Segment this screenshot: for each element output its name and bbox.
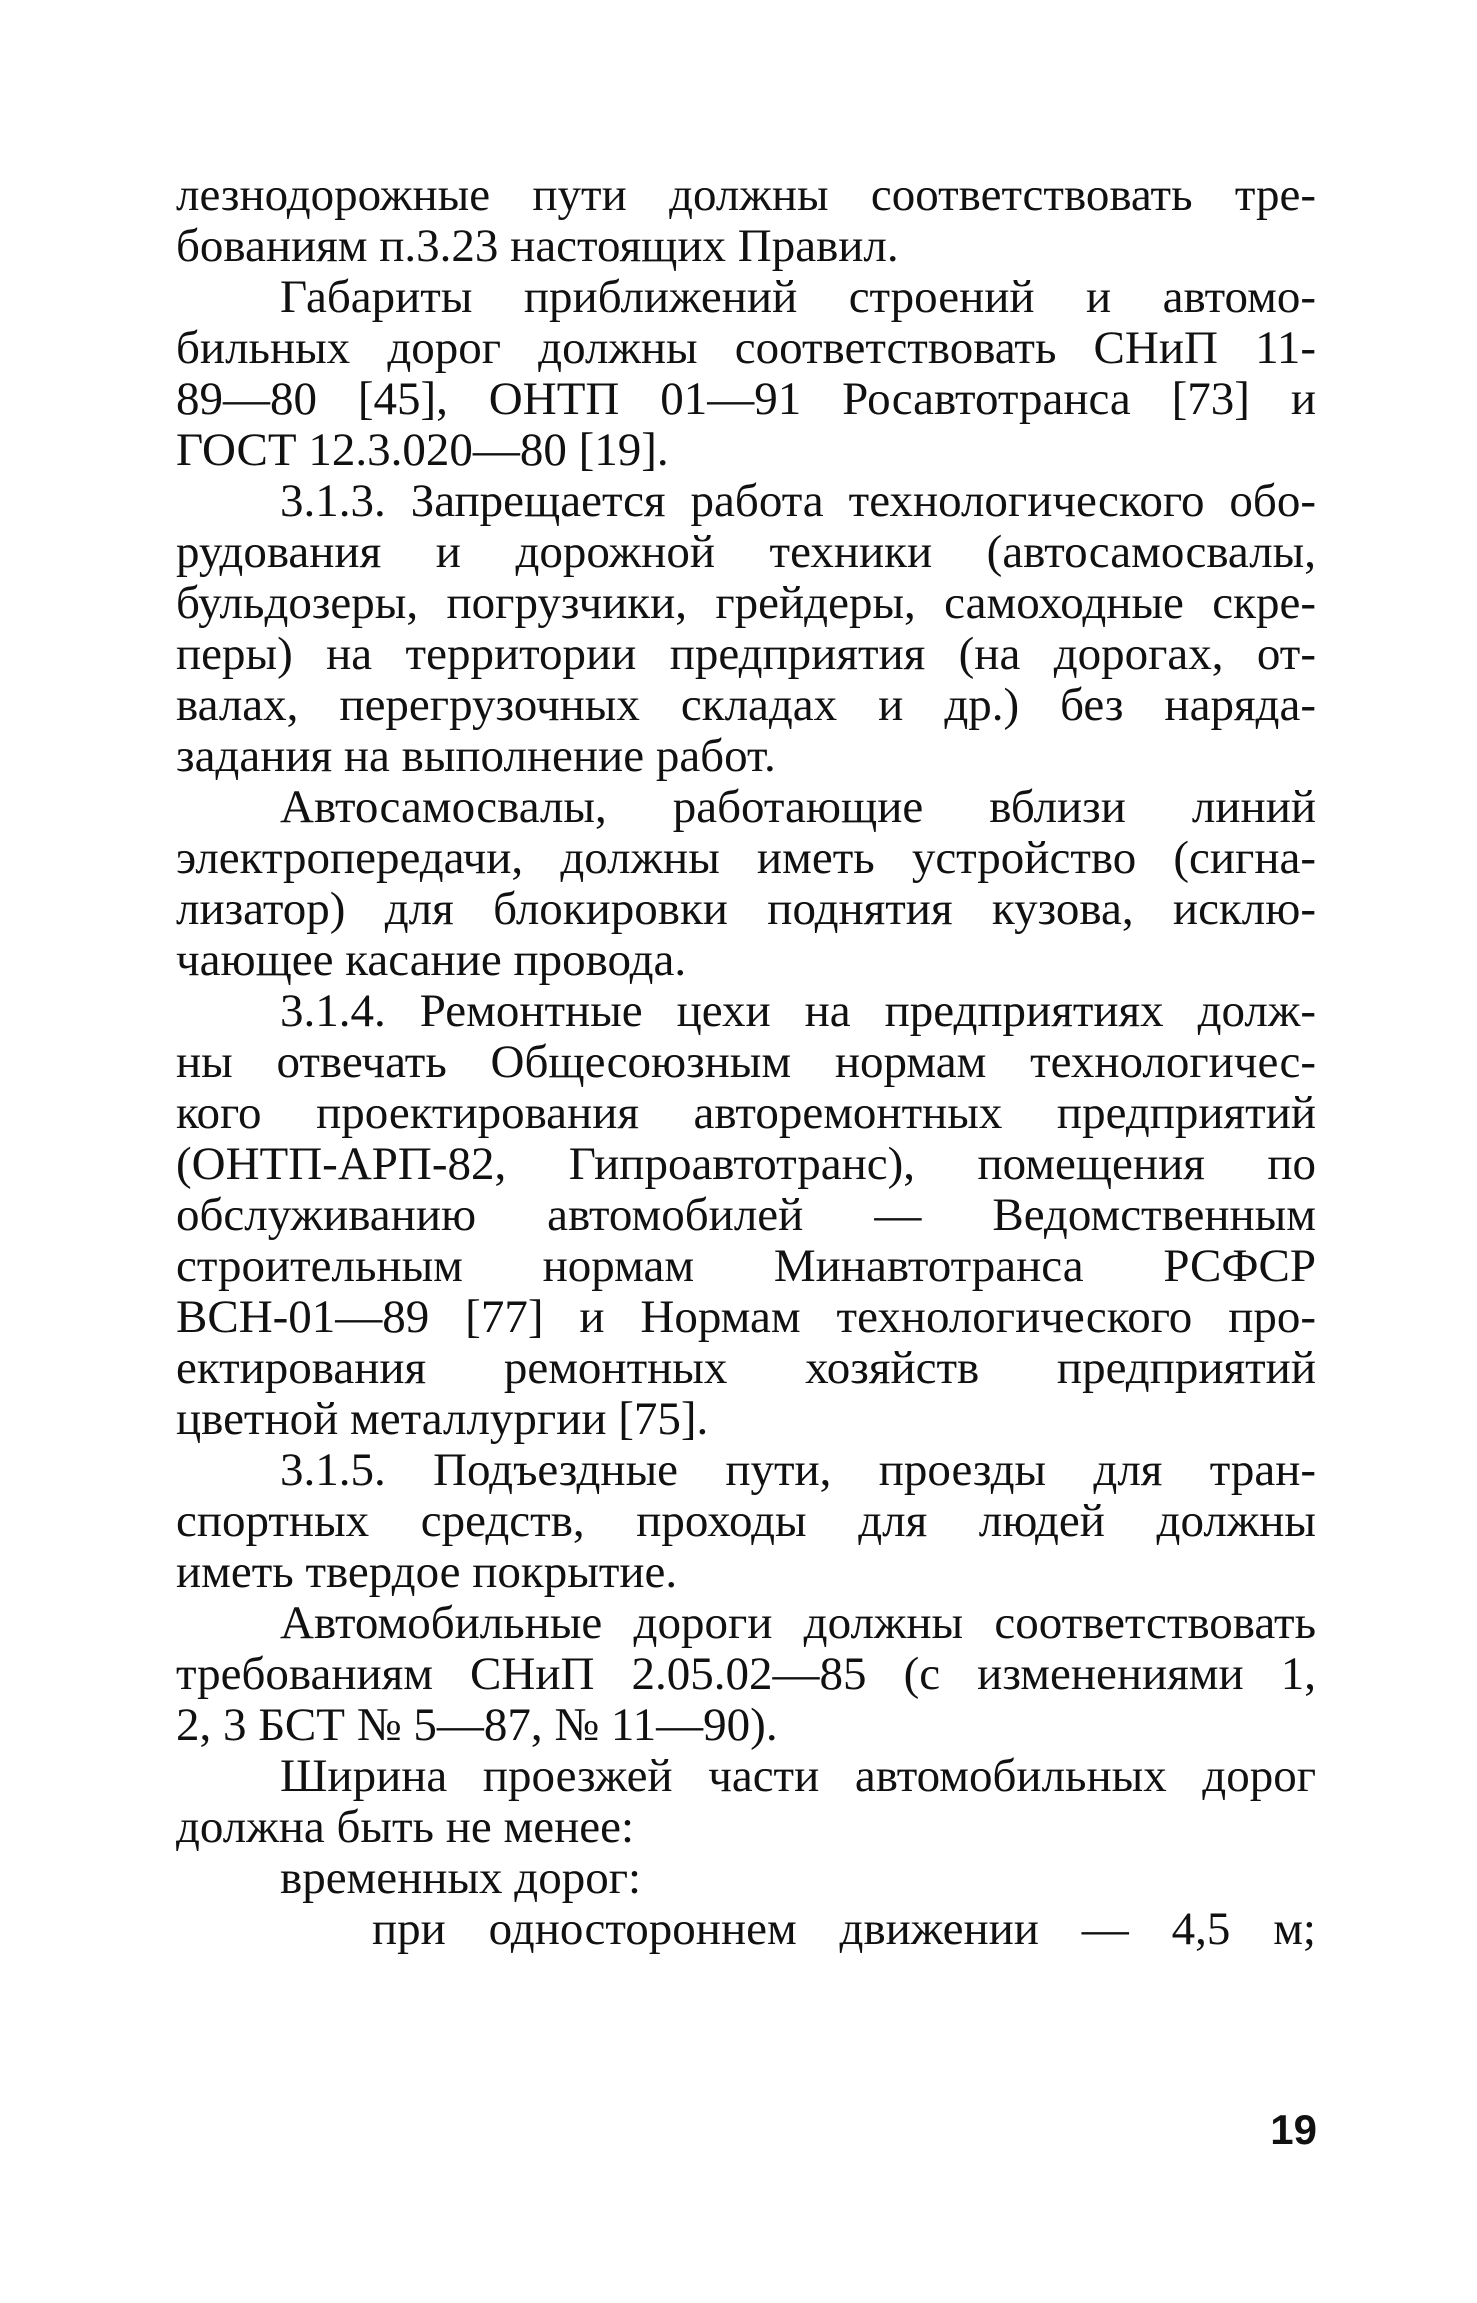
- text-line: 89—80 [45], ОНТП 01—91 Росавтотранса [73] и: [176, 373, 1316, 425]
- text-line: ВСН-01—89 [77] и Нормам технологического про-: [176, 1291, 1316, 1343]
- text-line: строительным нормам Минавтотранса РСФСР: [176, 1240, 1316, 1292]
- text-line: ГОСТ 12.3.020—80 [19].: [176, 424, 669, 476]
- section-heading-line: 3.1.3. Запрещается работа технологического обо-: [280, 475, 1316, 527]
- section-heading-line: 3.1.4. Ремонтные цехи на предприятиях долж-: [280, 985, 1316, 1037]
- text-line: валах, перегрузочных складах и др.) без наряда-: [176, 679, 1316, 731]
- main-text: [176, 170, 1316, 1955]
- text-line: иметь твердое покрытие.: [176, 1546, 678, 1598]
- text-line: кого проектирования авторемонтных предприятий: [176, 1087, 1316, 1139]
- paragraph-start: Ширина проезжей части автомобильных дорог: [280, 1750, 1316, 1802]
- list-item: при одностороннем движении — 4,5 м;: [372, 1903, 1316, 1955]
- text-line: бильных дорог должны соответствовать СНиП 11-: [176, 322, 1316, 374]
- text-line: ны отвечать Общесоюзным нормам технологичес-: [176, 1036, 1316, 1088]
- text-line: 2, 3 БСТ № 5—87, № 11—90).: [176, 1699, 778, 1751]
- paragraph-start: Автомобильные дороги должны соответствовать: [280, 1597, 1316, 1649]
- text-line: бованиям п.3.23 настоящих Правил.: [176, 220, 899, 272]
- text-line: бульдозеры, погрузчики, грейдеры, самоходные скре-: [176, 577, 1316, 629]
- text-line: спортных средств, проходы для людей должны: [176, 1495, 1316, 1547]
- text-line: должна быть не менее:: [176, 1801, 634, 1853]
- paragraph-start: Автосамосвалы, работающие вблизи линий: [280, 781, 1316, 833]
- text-line: обслуживанию автомобилей — Ведомственным: [176, 1189, 1316, 1241]
- text-line: ектирования ремонтных хозяйств предприятий: [176, 1342, 1316, 1394]
- paragraph-start: Габариты приближений строений и автомо-: [280, 271, 1316, 323]
- text-line: (ОНТП-АРП-82, Гипроавтотранс), помещения по: [176, 1138, 1316, 1190]
- text-line: перы) на территории предприятия (на дорогах, от-: [176, 628, 1316, 680]
- text-line: лезнодорожные пути должны соответствовать тре-: [176, 169, 1316, 221]
- text-line: цветной металлургии [75].: [176, 1393, 709, 1445]
- text-line: задания на выполнение работ.: [176, 730, 776, 782]
- text-line: чающее касание провода.: [176, 934, 687, 986]
- list-heading: временных дорог:: [280, 1852, 642, 1904]
- page-number: 19: [1270, 2106, 1317, 2153]
- text-line: требованиям СНиП 2.05.02—85 (с изменениями 1,: [176, 1648, 1316, 1700]
- text-line: рудования и дорожной техники (автосамосвалы,: [176, 526, 1316, 578]
- text-line: электропередачи, должны иметь устройство (сигна-: [176, 832, 1316, 884]
- section-heading-line: 3.1.5. Подъездные пути, проезды для тран-: [280, 1444, 1316, 1496]
- text-line: лизатор) для блокировки поднятия кузова, исклю-: [176, 883, 1316, 935]
